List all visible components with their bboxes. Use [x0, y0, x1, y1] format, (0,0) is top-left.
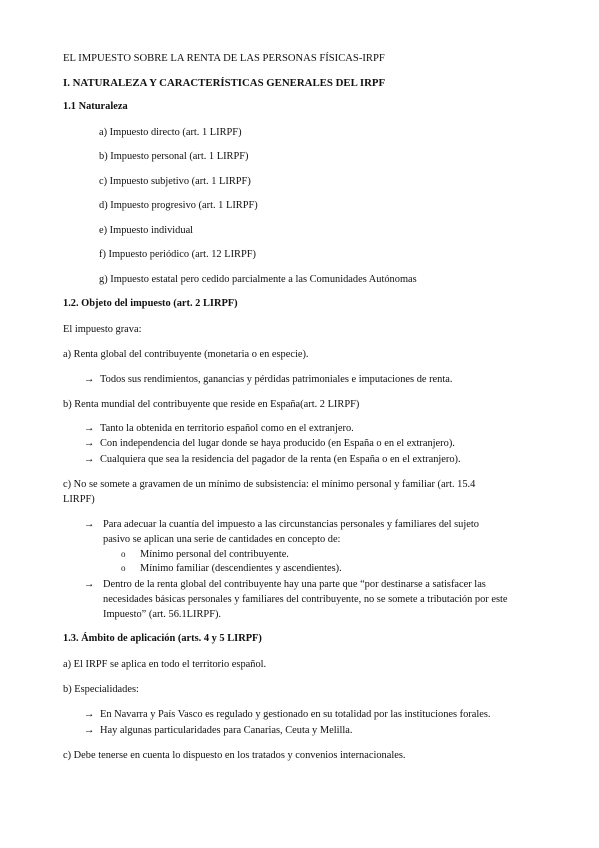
arrow-icon: →: [84, 438, 95, 449]
sub-list-item: Mínimo familiar (descendientes y ascendientes).: [140, 563, 342, 574]
subsection-heading-1-2: 1.2. Objeto del impuesto (art. 2 LIRPF): [63, 298, 238, 309]
arrow-icon: →: [84, 374, 95, 385]
nature-item: c) Impuesto subjetivo (art. 1 LIRPF): [99, 176, 251, 187]
nature-item: a) Impuesto directo (art. 1 LIRPF): [99, 127, 242, 138]
list-item: Hay algunas particularidades para Canarias, Ceuta y Melilla.: [100, 725, 353, 736]
subsection-heading-1-3: 1.3. Ámbito de aplicación (arts. 4 y 5 LIRPF): [63, 633, 262, 644]
arrow-icon: →: [84, 725, 95, 736]
nature-item: d) Impuesto progresivo (art. 1 LIRPF): [99, 200, 258, 211]
bullet-icon: o: [121, 549, 126, 559]
paragraph: b) Renta mundial del contribuyente que reside en España(art. 2 LIRPF): [63, 399, 360, 410]
arrow-icon: →: [84, 579, 95, 590]
nature-item: e) Impuesto individual: [99, 225, 194, 236]
section-heading-1: I. NATURALEZA Y CARACTERÍSTICAS GENERALES DEL IRPF: [63, 77, 386, 89]
sub-list-item: Mínimo personal del contribuyente.: [140, 549, 289, 560]
list-item: Tanto la obtenida en territorio español como en el extranjero.: [100, 423, 354, 434]
arrow-icon: →: [84, 423, 95, 434]
document-title: EL IMPUESTO SOBRE LA RENTA DE LAS PERSONAS FÍSICAS-IRPF: [63, 53, 385, 64]
list-item: En Navarra y País Vasco es regulado y gestionado en su totalidad por las instituciones forales.: [100, 709, 491, 720]
list-item: Impuesto” (art. 56.1LIRPF).: [103, 609, 222, 620]
paragraph: a) El IRPF se aplica en todo el territorio español.: [63, 659, 267, 670]
paragraph: El impuesto grava:: [63, 324, 142, 335]
list-item: Todos sus rendimientos, ganancias y pérdidas patrimoniales e imputaciones de renta.: [100, 374, 453, 385]
arrow-icon: →: [84, 519, 95, 530]
list-item: Con independencia del lugar donde se haya producido (en España o en el extranjero).: [100, 438, 455, 449]
list-item: pasivo se aplican una serie de cantidades en concepto de:: [103, 534, 341, 545]
paragraph: a) Renta global del contribuyente (monetaria o en especie).: [63, 349, 309, 360]
list-item: Cualquiera que sea la residencia del pagador de la renta (en España o en el extranjero).: [100, 454, 461, 465]
paragraph: c) Debe tenerse en cuenta lo dispuesto en los tratados y convenios internacionales.: [63, 750, 406, 761]
list-item: necesidades básicas personales y familiares del contribuyente, no se somete a tributación por este: [103, 594, 508, 605]
arrow-icon: →: [84, 454, 95, 465]
list-item: Dentro de la renta global del contribuyente hay una parte que “por destinarse a satisfacer las: [103, 579, 486, 590]
nature-item: f) Impuesto periódico (art. 12 LIRPF): [99, 249, 256, 260]
paragraph: b) Especialidades:: [63, 684, 139, 695]
subsection-heading-1-1: 1.1 Naturaleza: [63, 101, 128, 112]
arrow-icon: →: [84, 709, 95, 720]
bullet-icon: o: [121, 563, 126, 573]
nature-item: g) Impuesto estatal pero cedido parcialmente a las Comunidades Autónomas: [99, 274, 417, 285]
paragraph: c) No se somete a gravamen de un mínimo de subsistencia: el mínimo personal y familiar (art. 15.4: [63, 479, 476, 490]
nature-item: b) Impuesto personal (art. 1 LIRPF): [99, 151, 249, 162]
list-item: Para adecuar la cuantía del impuesto a las circunstancias personales y familiares del sujeto: [103, 519, 479, 530]
paragraph: LIRPF): [63, 494, 95, 505]
